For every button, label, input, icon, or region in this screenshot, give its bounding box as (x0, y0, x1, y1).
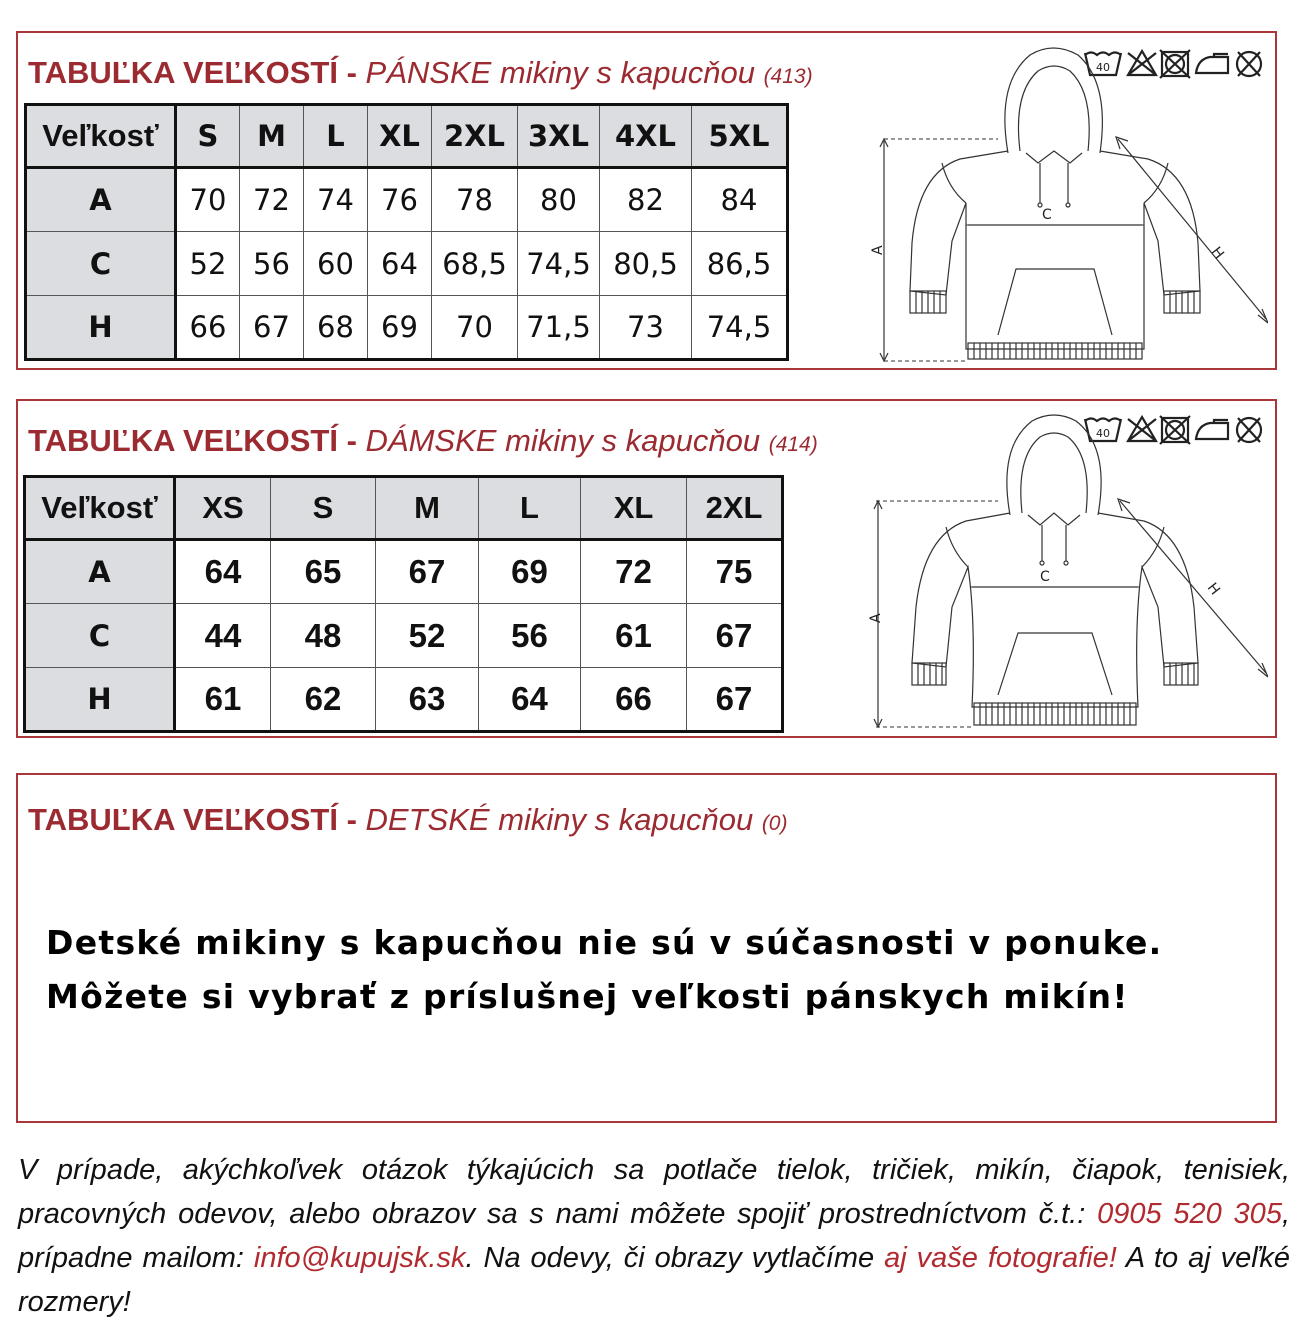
dimension-h-label: H (1203, 580, 1223, 599)
table-cell: 74,5 (518, 232, 600, 296)
dimension-a-label: A (870, 245, 886, 255)
table-cell: 62 (271, 668, 376, 732)
table-cell: 82 (600, 168, 692, 232)
table-cell: 72 (581, 540, 687, 604)
table-cell: 70 (432, 296, 518, 360)
svg-text:40: 40 (1096, 427, 1110, 440)
men-size-table (24, 103, 789, 361)
table-cell: 80 (518, 168, 600, 232)
size-header: L (479, 477, 581, 540)
table-row (26, 296, 788, 360)
table-cell: 67 (376, 540, 479, 604)
table-cell: 72 (240, 168, 304, 232)
size-header: 3XL (518, 105, 600, 168)
table-row (26, 232, 788, 296)
table-cell: 68 (304, 296, 368, 360)
dimension-h-line (1120, 501, 1266, 673)
table-cell: 61 (581, 604, 687, 668)
table-cell: 70 (176, 168, 240, 232)
size-header: 4XL (600, 105, 692, 168)
kids-notice-line1: Detské mikiny s kapucňou nie sú v súčasnosti v ponuke. (46, 923, 1163, 962)
table-cell: 44 (175, 604, 271, 668)
table-row (25, 668, 783, 732)
table-row (26, 168, 788, 232)
size-header: 5XL (692, 105, 788, 168)
men-size-panel (16, 31, 1277, 370)
phone-link[interactable]: 0905 520 305 (1097, 1198, 1282, 1230)
table-cell: 84 (692, 168, 788, 232)
table-cell: 67 (240, 296, 304, 360)
dimension-h-label: H (1207, 244, 1227, 263)
row-label: C (26, 232, 176, 296)
size-header: XS (175, 477, 271, 540)
table-cell: 75 (687, 540, 783, 604)
table-cell: 66 (581, 668, 687, 732)
table-cell: 56 (240, 232, 304, 296)
table-cell: 67 (687, 668, 783, 732)
size-header: S (271, 477, 376, 540)
table-cell: 48 (271, 604, 376, 668)
table-cell: 69 (368, 296, 432, 360)
table-cell: 73 (600, 296, 692, 360)
photo-print-highlight: aj vaše fotografie! (884, 1242, 1117, 1274)
table-cell: 56 (479, 604, 581, 668)
hoodie-hood (1005, 48, 1103, 153)
table-cell: 74,5 (692, 296, 788, 360)
size-column-header: Veľkosť (26, 105, 176, 168)
table-cell: 74 (304, 168, 368, 232)
hoodie-pocket (998, 633, 1112, 695)
size-header: 2XL (687, 477, 783, 540)
svg-text:40: 40 (1096, 61, 1110, 74)
dimension-c-label: C (1042, 207, 1052, 223)
women-size-panel (16, 399, 1277, 738)
table-cell: 61 (175, 668, 271, 732)
women-hoodie-diagram (848, 411, 1268, 737)
table-cell: 80,5 (600, 232, 692, 296)
size-column-header: Veľkosť (25, 477, 175, 540)
table-cell: 67 (687, 604, 783, 668)
size-header: M (376, 477, 479, 540)
dimension-c-label: C (1040, 569, 1050, 585)
table-cell: 65 (271, 540, 376, 604)
table-cell: 76 (368, 168, 432, 232)
table-cell: 60 (304, 232, 368, 296)
table-row (25, 540, 783, 604)
table-cell: 71,5 (518, 296, 600, 360)
table-cell: 52 (176, 232, 240, 296)
men-panel-title: TABUĽKA VEĽKOSTÍ - PÁNSKE mikiny s kapucňou (413) (28, 55, 813, 90)
kids-panel-title: TABUĽKA VEĽKOSTÍ - DETSKÉ mikiny s kapucňou (0) (28, 802, 788, 837)
table-cell: 78 (432, 168, 518, 232)
row-label: H (26, 296, 176, 360)
hoodie-pocket (998, 269, 1112, 335)
table-cell: 63 (376, 668, 479, 732)
table-cell: 52 (376, 604, 479, 668)
table-row (25, 604, 783, 668)
table-cell: 86,5 (692, 232, 788, 296)
row-label: A (25, 540, 175, 604)
size-header: S (176, 105, 240, 168)
table-cell: 66 (176, 296, 240, 360)
table-cell: 69 (479, 540, 581, 604)
row-label: A (26, 168, 176, 232)
size-header: XL (368, 105, 432, 168)
table-cell: 64 (368, 232, 432, 296)
hoodie-body (910, 151, 1200, 349)
size-header: 2XL (432, 105, 518, 168)
contact-footer: V prípade, akýchkoľvek otázok týkajúcich sa potlače tielok, tričiek, mikín, čiapok, tenisiek, pracovných odevov, alebo obrazov sa s nami môžete spojiť prostredníctvom č.t.: 0905 520 305, prípadne mailom: info@kupujsk.sk. Na odevy, či obrazy vytlačíme aj vaše fotografie! A to aj veľké rozmery! (18, 1154, 1291, 1318)
table-cell: 64 (175, 540, 271, 604)
table-cell: 64 (479, 668, 581, 732)
men-hoodie-diagram (848, 43, 1268, 369)
dimension-a-label: A (868, 613, 884, 623)
size-header: L (304, 105, 368, 168)
kids-notice-line2: Môžete si vybrať z príslušnej veľkosti pánskych mikín! (46, 977, 1129, 1016)
women-panel-title: TABUĽKA VEĽKOSTÍ - DÁMSKE mikiny s kapucňou (414) (28, 423, 818, 458)
email-link[interactable]: info@kupujsk.sk (253, 1242, 466, 1274)
size-header: XL (581, 477, 687, 540)
table-cell: 68,5 (432, 232, 518, 296)
women-size-table (23, 475, 784, 733)
row-label: C (25, 604, 175, 668)
row-label: H (25, 668, 175, 732)
size-header: M (240, 105, 304, 168)
